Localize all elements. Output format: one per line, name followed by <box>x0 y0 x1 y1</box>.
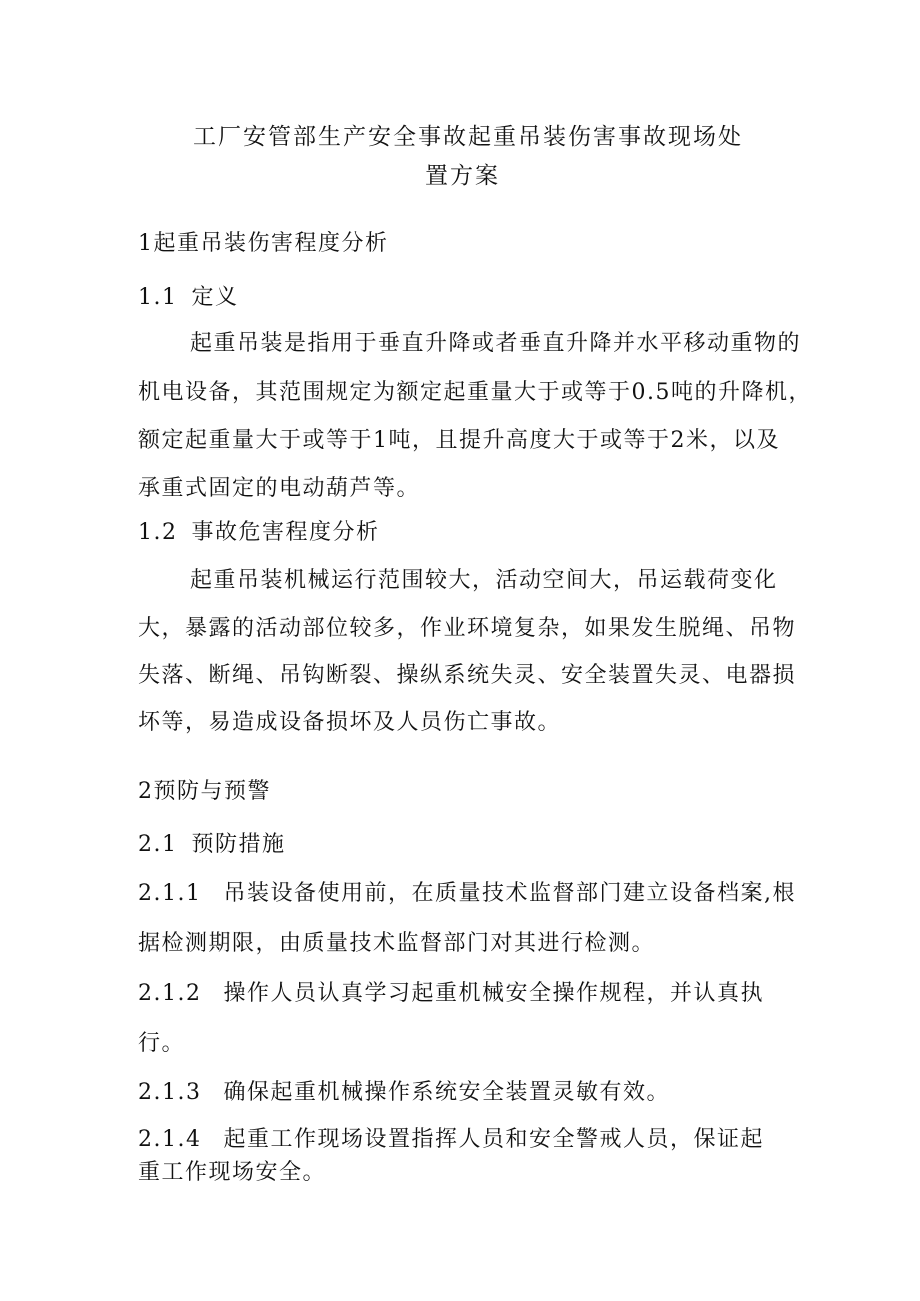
section-1-heading: 1起重吊装伤害程度分析 <box>138 231 389 256</box>
list-item-2-1-2-line1 <box>138 979 764 1009</box>
subsection-1-2-heading <box>138 518 380 548</box>
paragraph-1-2-line4: 坏等，易造成设备损坏及人员伤亡事故。 <box>138 710 562 735</box>
subsection-2-1-number: 2.1 <box>138 832 178 857</box>
list-item-2-1-2-line2: 行。 <box>138 1031 186 1056</box>
paragraph-1-1-line1: 起重吊装是指用于垂直升降或者垂直升降并水平移动重物的 <box>190 331 802 356</box>
paragraph-1-1-line3: 额定起重量大于或等于1吨，且提升高度大于或等于2米，以及 <box>138 428 780 453</box>
paragraph-1-2-line2: 大，暴露的活动部位较多，作业环境复杂，如果发生脱绳、吊物 <box>138 616 797 641</box>
list-item-number: 2.1.3 <box>138 1080 202 1105</box>
paragraph-1-1-line4: 承重式固定的电动葫芦等。 <box>138 476 421 501</box>
subsection-1-1-number: 1.1 <box>138 285 178 310</box>
list-item-2-1-4-line2: 重工作现场安全。 <box>138 1160 327 1185</box>
section-2-heading: 2预防与预警 <box>138 779 271 804</box>
subsection-2-1-heading <box>138 830 286 860</box>
subsection-2-1-title: 预防措施 <box>191 832 286 857</box>
paragraph-1-1-line2: 机电设备，其范围规定为额定起重量大于或等于0.5吨的升降机， <box>138 380 812 405</box>
subsection-1-1-title: 定义 <box>191 285 239 310</box>
subsection-1-2-title: 事故危害程度分析 <box>191 520 380 545</box>
list-item-text: 吊装设备使用前，在质量技术监督部门建立设备档案,根 <box>223 881 796 906</box>
subsection-1-1-heading <box>138 283 239 313</box>
list-item-text: 起重工作现场设置指挥人员和安全警戒人员，保证起 <box>223 1127 764 1152</box>
list-item-2-1-1-line2: 据检测期限，由质量技术监督部门对其进行检测。 <box>138 931 656 956</box>
list-item-text: 确保起重机械操作系统安全装置灵敏有效。 <box>223 1080 670 1105</box>
list-item-number: 2.1.1 <box>138 881 202 906</box>
paragraph-1-2-line1: 起重吊装机械运行范围较大，活动空间大，吊运载荷变化 <box>190 568 778 593</box>
document-title-line1: 工厂安管部生产安全事故起重吊装伤害事故现场处 <box>193 124 743 150</box>
list-item-number: 2.1.4 <box>138 1127 202 1152</box>
paragraph-1-2-line3: 失落、断绳、吊钩断裂、操纵系统失灵、安全装置失灵、电器损 <box>138 663 797 688</box>
list-item-text: 操作人员认真学习起重机械安全操作规程，并认真执 <box>223 981 764 1006</box>
list-item-2-1-1-line1 <box>138 879 796 909</box>
document-title-line2: 置方案 <box>425 163 500 189</box>
list-item-number: 2.1.2 <box>138 981 202 1006</box>
subsection-1-2-number: 1.2 <box>138 520 178 545</box>
list-item-2-1-4-line1 <box>138 1125 764 1155</box>
list-item-2-1-3-line1 <box>138 1078 670 1108</box>
